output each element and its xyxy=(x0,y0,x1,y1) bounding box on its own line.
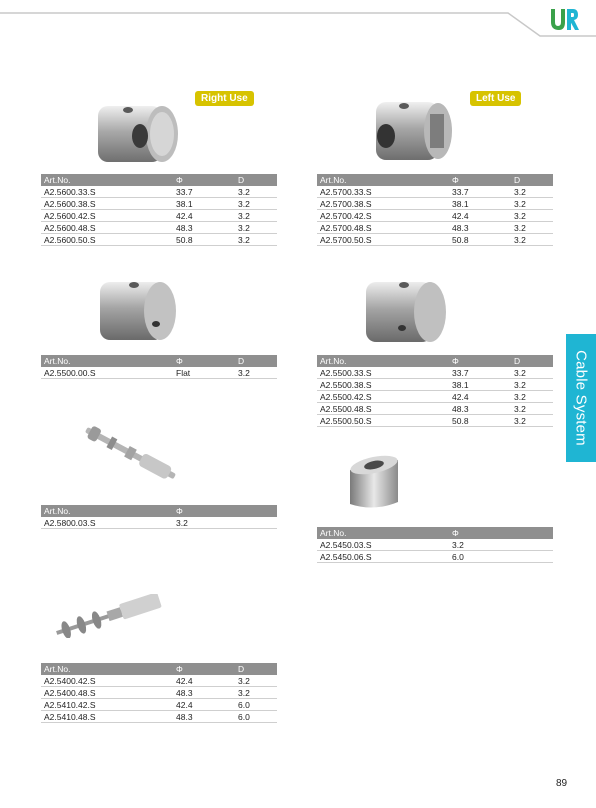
phi-cell: 38.1 xyxy=(449,379,511,391)
product-image-cable-pin xyxy=(76,426,184,482)
phi-cell: 42.4 xyxy=(449,391,511,403)
phi-cell: 42.4 xyxy=(173,699,235,711)
spec-table-a2-5700 xyxy=(317,174,553,246)
table-row xyxy=(317,186,553,198)
table-header-row xyxy=(317,174,553,186)
table-header-row xyxy=(41,174,277,186)
column-header-phi: Φ xyxy=(173,663,235,675)
column-header-d: D xyxy=(235,355,277,367)
art-no-cell: A2.5500.33.S xyxy=(317,367,449,379)
phi-cell: 50.8 xyxy=(449,234,511,246)
table-row xyxy=(41,234,277,246)
column-header-phi: Φ xyxy=(173,355,235,367)
table-row xyxy=(317,391,553,403)
d-cell: 3.2 xyxy=(511,403,553,415)
column-header-phi: Φ xyxy=(449,355,511,367)
d-cell: 3.2 xyxy=(511,198,553,210)
table-row xyxy=(317,539,553,551)
table-row xyxy=(41,210,277,222)
column-header-phi: Φ xyxy=(173,505,277,517)
art-no-cell: A2.5600.42.S xyxy=(41,210,173,222)
column-header-art-no: Art.No. xyxy=(317,174,449,186)
table-row xyxy=(317,222,553,234)
table-header-row xyxy=(317,355,553,367)
phi-cell: 48.3 xyxy=(173,687,235,699)
table-row xyxy=(41,517,277,529)
d-cell: 3.2 xyxy=(235,186,277,198)
d-cell: 6.0 xyxy=(235,711,277,723)
table-row xyxy=(317,379,553,391)
table-row xyxy=(41,687,277,699)
column-header-art-no: Art.No. xyxy=(317,355,449,367)
phi-cell: 42.4 xyxy=(449,210,511,222)
table-row xyxy=(317,198,553,210)
d-cell: 3.2 xyxy=(511,415,553,427)
d-cell: 3.2 xyxy=(235,687,277,699)
left-use-badge: Left Use xyxy=(470,91,521,106)
art-no-cell: A2.5700.33.S xyxy=(317,186,449,198)
column-header-phi: Φ xyxy=(173,174,235,186)
d-cell: 3.2 xyxy=(511,186,553,198)
spec-table-a2-5500-flat xyxy=(41,355,277,379)
phi-cell: 42.4 xyxy=(173,675,235,687)
art-no-cell: A2.5600.50.S xyxy=(41,234,173,246)
art-no-cell: A2.5600.48.S xyxy=(41,222,173,234)
d-cell: 3.2 xyxy=(235,198,277,210)
phi-cell: 48.3 xyxy=(449,222,511,234)
art-no-cell: A2.5600.33.S xyxy=(41,186,173,198)
table-row xyxy=(317,403,553,415)
right-use-badge: Right Use xyxy=(195,91,254,106)
d-cell: 3.2 xyxy=(235,234,277,246)
art-no-cell: A2.5600.38.S xyxy=(41,198,173,210)
phi-cell: 38.1 xyxy=(173,198,235,210)
d-cell: 3.2 xyxy=(235,222,277,234)
column-header-art-no: Art.No. xyxy=(41,663,173,675)
table-header-row xyxy=(41,355,277,367)
table-row xyxy=(41,222,277,234)
table-row xyxy=(41,367,277,379)
table-row xyxy=(317,210,553,222)
product-image-left-clamp xyxy=(364,96,456,168)
art-no-cell: A2.5700.42.S xyxy=(317,210,449,222)
phi-cell: 50.8 xyxy=(449,415,511,427)
table-row xyxy=(317,551,553,563)
product-image-right-clamp xyxy=(92,98,184,170)
phi-cell: 38.1 xyxy=(449,198,511,210)
brand-logo xyxy=(548,6,580,34)
d-cell: 3.2 xyxy=(235,367,277,379)
page-number: 89 xyxy=(556,778,568,789)
d-cell: 6.0 xyxy=(235,699,277,711)
art-no-cell: A2.5450.03.S xyxy=(317,539,449,551)
table-row xyxy=(41,711,277,723)
column-header-d: D xyxy=(511,174,553,186)
art-no-cell: A2.5700.50.S xyxy=(317,234,449,246)
column-header-phi: Φ xyxy=(449,174,511,186)
art-no-cell: A2.5500.48.S xyxy=(317,403,449,415)
table-header-row xyxy=(41,505,277,517)
art-no-cell: A2.5700.38.S xyxy=(317,198,449,210)
column-header-art-no: Art.No. xyxy=(317,527,449,539)
table-row xyxy=(41,675,277,687)
d-cell: 3.2 xyxy=(511,391,553,403)
product-image-round-fitting xyxy=(362,276,452,348)
table-row xyxy=(41,198,277,210)
column-header-d: D xyxy=(235,174,277,186)
table-row xyxy=(41,186,277,198)
art-no-cell: A2.5450.06.S xyxy=(317,551,449,563)
phi-cell: 6.0 xyxy=(449,551,553,563)
phi-cell: 33.7 xyxy=(449,367,511,379)
section-side-tab-label: Cable System xyxy=(572,350,590,446)
d-cell: 3.2 xyxy=(235,675,277,687)
table-header-row xyxy=(317,527,553,539)
art-no-cell: A2.5400.48.S xyxy=(41,687,173,699)
d-cell: 3.2 xyxy=(511,367,553,379)
d-cell: 3.2 xyxy=(235,210,277,222)
art-no-cell: A2.5400.42.S xyxy=(41,675,173,687)
phi-cell: Flat xyxy=(173,367,235,379)
phi-cell: 42.4 xyxy=(173,210,235,222)
art-no-cell: A2.5500.42.S xyxy=(317,391,449,403)
table-row xyxy=(317,415,553,427)
spec-table-a2-5600 xyxy=(41,174,277,246)
art-no-cell: A2.5800.03.S xyxy=(41,517,173,529)
art-no-cell: A2.5410.48.S xyxy=(41,711,173,723)
phi-cell: 33.7 xyxy=(449,186,511,198)
spec-table-a2-5800 xyxy=(41,505,277,529)
phi-cell: 48.3 xyxy=(173,222,235,234)
art-no-cell: A2.5500.38.S xyxy=(317,379,449,391)
d-cell: 3.2 xyxy=(511,234,553,246)
spec-table-a2-5450 xyxy=(317,527,553,563)
d-cell: 3.2 xyxy=(511,379,553,391)
d-cell: 3.2 xyxy=(511,210,553,222)
spec-table-a2-5500 xyxy=(317,355,553,427)
d-cell: 3.2 xyxy=(511,222,553,234)
header-rule xyxy=(0,0,596,40)
phi-cell: 3.2 xyxy=(449,539,553,551)
table-row xyxy=(317,367,553,379)
art-no-cell: A2.5500.50.S xyxy=(317,415,449,427)
phi-cell: 48.3 xyxy=(173,711,235,723)
spec-table-a2-5400 xyxy=(41,663,277,723)
phi-cell: 48.3 xyxy=(449,403,511,415)
phi-cell: 33.7 xyxy=(173,186,235,198)
table-row xyxy=(317,234,553,246)
phi-cell: 50.8 xyxy=(173,234,235,246)
column-header-d: D xyxy=(235,663,277,675)
product-image-tensioner xyxy=(50,594,168,638)
product-image-flat-fitting xyxy=(94,276,182,346)
section-side-tab xyxy=(566,334,596,462)
art-no-cell: A2.5700.48.S xyxy=(317,222,449,234)
table-header-row xyxy=(41,663,277,675)
phi-cell: 3.2 xyxy=(173,517,277,529)
art-no-cell: A2.5500.00.S xyxy=(41,367,173,379)
column-header-art-no: Art.No. xyxy=(41,355,173,367)
column-header-phi: Φ xyxy=(449,527,553,539)
column-header-d: D xyxy=(511,355,553,367)
art-no-cell: A2.5410.42.S xyxy=(41,699,173,711)
column-header-art-no: Art.No. xyxy=(41,174,173,186)
product-image-angled-washer xyxy=(346,452,402,514)
column-header-art-no: Art.No. xyxy=(41,505,173,517)
table-row xyxy=(41,699,277,711)
